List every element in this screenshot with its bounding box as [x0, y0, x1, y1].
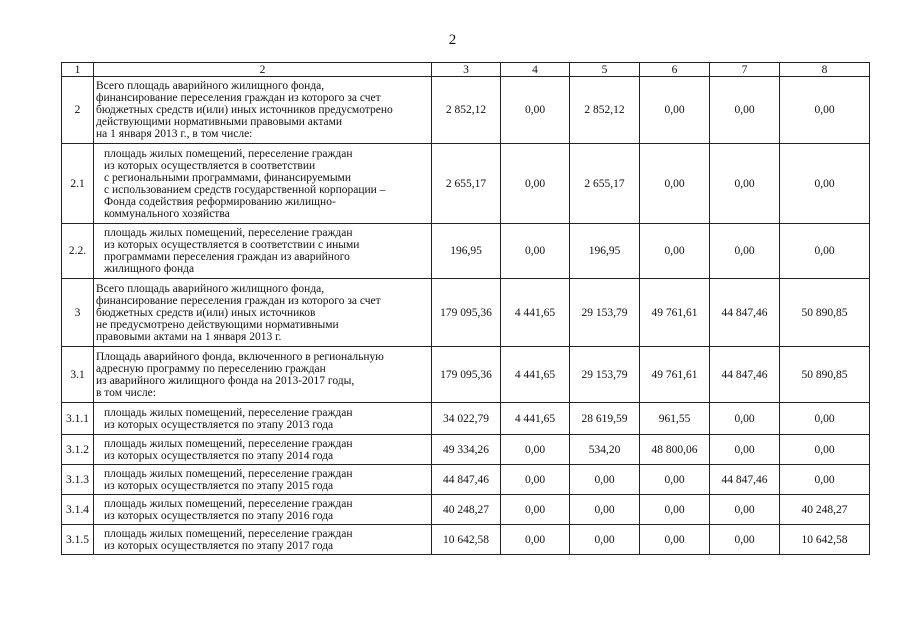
- cell-col7: 0,00: [710, 144, 780, 224]
- cell-col5: 2 655,17: [570, 144, 640, 224]
- cell-col8: 0,00: [780, 144, 870, 224]
- header-cell: 1: [62, 63, 94, 77]
- row-description: площадь жилых помещений, переселение граждан из которых осуществляется по этапу 2015 года: [94, 465, 432, 495]
- cell-col6: 48 800,06: [640, 435, 710, 465]
- table-row: [62, 525, 870, 555]
- cell-col3: 40 248,27: [432, 495, 501, 525]
- table-row: [62, 279, 870, 347]
- header-cell: 5: [570, 63, 640, 77]
- row-number: 3.1.1: [62, 403, 94, 435]
- cell-col8: 0,00: [780, 224, 870, 279]
- cell-col8: 0,00: [780, 403, 870, 435]
- cell-col7: 0,00: [710, 403, 780, 435]
- cell-col8: 0,00: [780, 77, 870, 144]
- header-cell: 7: [710, 63, 780, 77]
- row-description: площадь жилых помещений, переселение граждан из которых осуществляется по этапу 2014 года: [94, 435, 432, 465]
- cell-col6: 0,00: [640, 144, 710, 224]
- table-row: [62, 347, 870, 403]
- cell-col7: 44 847,46: [710, 279, 780, 347]
- row-description: Площадь аварийного фонда, включенного в региональную адресную программу по переселению граждан из аварийного жилищного фонда на 2013-2017 годы, в том числе:: [94, 347, 432, 403]
- cell-col6: 49 761,61: [640, 279, 710, 347]
- cell-col7: 0,00: [710, 435, 780, 465]
- cell-col7: 0,00: [710, 77, 780, 144]
- row-number: 2.2.: [62, 224, 94, 279]
- header-row: [62, 63, 870, 77]
- cell-col7: 0,00: [710, 495, 780, 525]
- header-cell: 4: [501, 63, 570, 77]
- table-row: [62, 435, 870, 465]
- cell-col4: 0,00: [501, 224, 570, 279]
- cell-col7: 44 847,46: [710, 465, 780, 495]
- row-number: 2.1: [62, 144, 94, 224]
- row-number: 3.1.3: [62, 465, 94, 495]
- cell-col7: 0,00: [710, 525, 780, 555]
- cell-col8: 0,00: [780, 435, 870, 465]
- table-row: [62, 465, 870, 495]
- row-number: 3.1: [62, 347, 94, 403]
- cell-col8: 0,00: [780, 465, 870, 495]
- row-number: 3: [62, 279, 94, 347]
- cell-col6: 49 761,61: [640, 347, 710, 403]
- cell-col7: 44 847,46: [710, 347, 780, 403]
- cell-col6: 0,00: [640, 224, 710, 279]
- cell-col6: 0,00: [640, 77, 710, 144]
- cell-col5: 2 852,12: [570, 77, 640, 144]
- row-number: 3.1.2: [62, 435, 94, 465]
- cell-col5: 29 153,79: [570, 347, 640, 403]
- row-number: 3.1.4: [62, 495, 94, 525]
- cell-col5: 28 619,59: [570, 403, 640, 435]
- cell-col4: 0,00: [501, 465, 570, 495]
- header-cell: 3: [432, 63, 501, 77]
- cell-col5: 196,95: [570, 224, 640, 279]
- row-description: площадь жилых помещений, переселение граждан из которых осуществляется в соответствии с региональными программами, финансируемыми с использованием средств государственной корпорации – Фонда содействия реформированию жилищно- коммунального хозяйства: [94, 144, 432, 224]
- cell-col4: 0,00: [501, 495, 570, 525]
- table-row: [62, 144, 870, 224]
- cell-col6: 0,00: [640, 465, 710, 495]
- cell-col3: 2 852,12: [432, 77, 501, 144]
- table-row: [62, 77, 870, 144]
- data-table: [61, 62, 870, 555]
- cell-col5: 0,00: [570, 495, 640, 525]
- cell-col3: 34 022,79: [432, 403, 501, 435]
- row-description: площадь жилых помещений, переселение граждан из которых осуществляется по этапу 2016 года: [94, 495, 432, 525]
- cell-col3: 44 847,46: [432, 465, 501, 495]
- cell-col8: 10 642,58: [780, 525, 870, 555]
- cell-col7: 0,00: [710, 224, 780, 279]
- cell-col4: 4 441,65: [501, 347, 570, 403]
- cell-col3: 196,95: [432, 224, 501, 279]
- cell-col4: 0,00: [501, 77, 570, 144]
- cell-col3: 10 642,58: [432, 525, 501, 555]
- row-description: Всего площадь аварийного жилищного фонда, финансирование переселения граждан из которого за счет бюджетных средств и(или) иных источников не предусмотрено действующими нормативными правовыми актами на 1 января 2013 г.: [94, 279, 432, 347]
- table-row: [62, 495, 870, 525]
- row-description: площадь жилых помещений, переселение граждан из которых осуществляется по этапу 2013 года: [94, 403, 432, 435]
- cell-col6: 0,00: [640, 525, 710, 555]
- row-number: 3.1.5: [62, 525, 94, 555]
- row-description: площадь жилых помещений, переселение граждан из которых осуществляется по этапу 2017 года: [94, 525, 432, 555]
- cell-col6: 961,55: [640, 403, 710, 435]
- cell-col4: 0,00: [501, 435, 570, 465]
- cell-col3: 179 095,36: [432, 279, 501, 347]
- row-description: Всего площадь аварийного жилищного фонда, финансирование переселения граждан из которого за счет бюджетных средств и(или) иных источников предусмотрено действующими нормативными правовыми актами на 1 января 2013 г., в том числе:: [94, 77, 432, 144]
- cell-col4: 0,00: [501, 525, 570, 555]
- table-row: [62, 224, 870, 279]
- table-row: [62, 403, 870, 435]
- row-number: 2: [62, 77, 94, 144]
- header-cell: 8: [780, 63, 870, 77]
- cell-col6: 0,00: [640, 495, 710, 525]
- cell-col5: 534,20: [570, 435, 640, 465]
- cell-col5: 0,00: [570, 525, 640, 555]
- cell-col3: 2 655,17: [432, 144, 501, 224]
- cell-col3: 179 095,36: [432, 347, 501, 403]
- cell-col4: 4 441,65: [501, 403, 570, 435]
- header-cell: 6: [640, 63, 710, 77]
- page-number: 2: [448, 32, 457, 48]
- cell-col8: 50 890,85: [780, 347, 870, 403]
- row-description: площадь жилых помещений, переселение граждан из которых осуществляется в соответствии с иными программами переселения граждан из аварийного жилищного фонда: [94, 224, 432, 279]
- cell-col4: 0,00: [501, 144, 570, 224]
- cell-col4: 4 441,65: [501, 279, 570, 347]
- cell-col8: 40 248,27: [780, 495, 870, 525]
- header-cell: 2: [94, 63, 432, 77]
- cell-col5: 29 153,79: [570, 279, 640, 347]
- cell-col5: 0,00: [570, 465, 640, 495]
- cell-col3: 49 334,26: [432, 435, 501, 465]
- cell-col8: 50 890,85: [780, 279, 870, 347]
